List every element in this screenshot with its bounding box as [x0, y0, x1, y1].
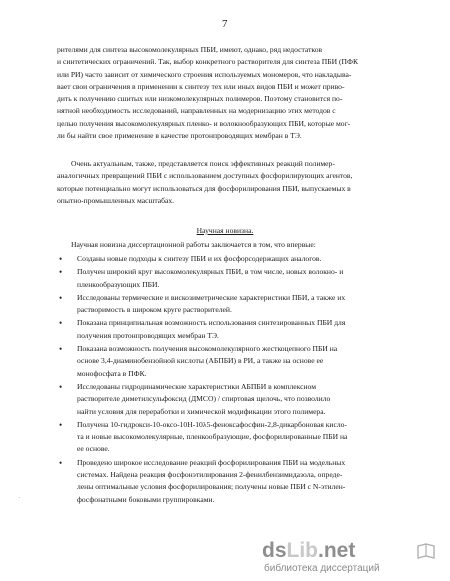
- watermark-logo: [262, 539, 355, 563]
- bullet-item: [57, 266, 427, 291]
- page-number: 7: [222, 18, 228, 30]
- text-line: целью получения высокомолекулярных пленко- и волокнообразующих ПБИ, которые мог-: [57, 118, 351, 128]
- text-line: лены оптимальные условия фосфорилирования; получены новые ПБИ с N-этилен-: [77, 482, 346, 492]
- text-line: Исследованы гидродинамические характеристики АБПБИ в комплексном: [77, 381, 316, 391]
- bullet-item: [57, 419, 427, 456]
- watermark-tagline: библиотека диссертаций: [264, 563, 380, 574]
- logo-part: Lib: [286, 539, 319, 562]
- bullet-dot-icon: •: [59, 419, 63, 430]
- section-intro: [57, 239, 427, 251]
- text-line: Показана принципиальная возможность использования синтезированных ПБИ для: [77, 318, 346, 328]
- text-line: ли бы найти свое применение в качестве протонпроводящих мембран в ТЭ.: [57, 131, 302, 141]
- text-line: рителями для синтеза высокомолекулярных ПБИ, имеют, однако, ряд недостатков: [57, 45, 323, 54]
- text-line: получения протонпроводящих мембран ТЭ.: [77, 330, 219, 340]
- text-line: или РИ) часто зависит от химического строения используемых мономеров, что накладыва-: [57, 69, 352, 79]
- text-line: Получена 10-гидрокси-10-оксо-10Н-10λ5-феноксафосфин-2,8-дикарбоновая кисло-: [77, 419, 347, 429]
- bullet-dot-icon: •: [59, 381, 63, 392]
- bullet-dot-icon: •: [59, 267, 63, 278]
- text-line: монофосфата в ПФК.: [77, 368, 147, 378]
- text-line: Научная новизна диссертационной работы заключается в том, что впервые:: [71, 240, 316, 249]
- section-heading: Научная новизна.: [196, 226, 254, 235]
- bullet-item: [57, 343, 427, 380]
- novelty-bullet-list: [57, 253, 427, 507]
- bullet-item: [57, 317, 427, 342]
- text-line: Очень актуальным, также, представляется поиск эффективных реакций полимер-: [71, 159, 335, 168]
- text-line: аналогичных превращений ПБИ с использованием доступных фосфорилирующих агентов,: [57, 171, 353, 181]
- text-line: Созданы новые подходы к синтезу ПБИ и их фосфорсодержащих аналогов.: [77, 254, 322, 263]
- text-line: Проведено широкое исследование реакций фосфорилирования ПБИ на модельных: [77, 457, 346, 467]
- text-line: вает свои ограничения в применении к синтезу тех или иных видов ПБИ и может приво-: [57, 81, 345, 91]
- text-line: Показана возможность получения высокомолекулярного жесткоцепного ПБИ на: [77, 344, 338, 354]
- text-line: основе 3,4-диаминобензойной кислоты (АБПБИ) в РИ, а также на основе ее: [77, 356, 324, 366]
- text-line: та и новые высокомолекулярные, пленкообразующие, фосфорилированные ПБИ на: [77, 432, 348, 442]
- paragraph-continuation: [57, 44, 427, 142]
- bullet-item: [57, 253, 427, 265]
- bullet-dot-icon: •: [59, 254, 63, 264]
- text-line: фосфонатными боковыми группировками.: [77, 494, 215, 504]
- text-line: растворимость в широком круге растворителей.: [77, 305, 232, 315]
- bullet-item: [57, 292, 427, 317]
- bullet-dot-icon: •: [59, 457, 63, 468]
- margin-mark: ·: [18, 494, 21, 502]
- text-line: системах. Найдена реакция фосфонэтилирования 2-фенилбензимидазола, опреде-: [77, 470, 343, 480]
- text-line: нятной необходимость исследований, направленных на модернизацию этих методов с: [57, 106, 336, 116]
- text-line: и синтетических ограничений. Так, выбор конкретного растворителя для синтеза ПБИ (ПФК: [57, 57, 359, 67]
- text-line: пленкообразующих ПБИ.: [77, 279, 160, 289]
- text-line: найти условия для переработки и химической модификации этого полимера.: [77, 406, 326, 416]
- bullet-item: [57, 457, 427, 506]
- watermark: [262, 539, 440, 575]
- logo-part: .net: [318, 539, 356, 562]
- text-line: которые потенциально могут использоваться для фосфорилирования ПБИ, выпускаемых в: [57, 183, 351, 193]
- book-icon: [416, 541, 436, 561]
- paragraph-relevance: [57, 158, 427, 207]
- text-line: дить к получению сшитых или низкомолекулярных полимеров. Поэтому становится по-: [57, 94, 343, 104]
- text-line: Исследованы термические и вискозиметрические характеристики ПБИ, а также их: [77, 292, 346, 302]
- text-line: Получен широкий круг высокомолекулярных ПБИ, в том числе, новых волокно- и: [77, 267, 344, 277]
- bullet-dot-icon: •: [59, 292, 63, 303]
- text-line: растворителе диметилсульфоксид (ДМСО) / спиртовая щелочь, что позволило: [77, 394, 331, 404]
- bullet-dot-icon: •: [59, 318, 63, 329]
- logo-part: ds: [262, 539, 287, 562]
- text-line: ее основе.: [77, 444, 110, 454]
- text-line: опытно-промышленных масштабах.: [57, 195, 175, 205]
- bullet-item: [57, 381, 427, 418]
- bullet-dot-icon: •: [59, 344, 63, 355]
